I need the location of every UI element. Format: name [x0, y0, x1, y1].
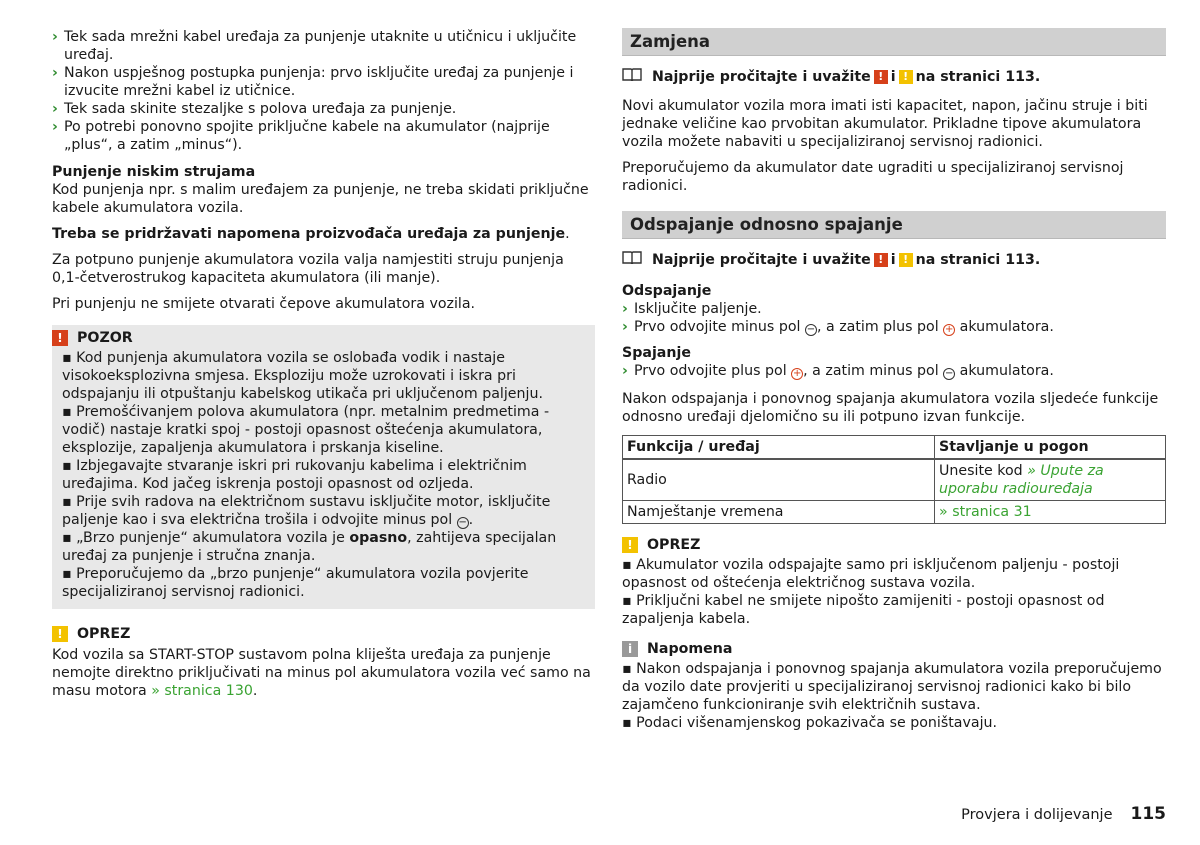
list-item: ▪ Akumulator vozila odspajajte samo pri isključenom paljenju - postoji opasnost od oštećenja električnog sustava vozila.: [622, 557, 1120, 591]
paragraph: Preporučujemo da akumulator date ugraditi u specijaliziranoj servisnoj radionici.: [622, 160, 1124, 194]
page-link[interactable]: » stranica 31: [939, 504, 1032, 520]
list-item: › Tek sada mrežni kabel uređaja za punjenje utaknite u utičnicu i uključite uređaj.: [52, 29, 577, 63]
paragraph: Pri punjenju ne smijete otvarati čepove akumulatora vozila.: [52, 296, 476, 312]
arrow-icon: ›: [52, 101, 58, 117]
paragraph: Kod punjenja npr. s malim uređajem za punjenje, ne treba skidati priključne kabele akumulatora vozila.: [52, 182, 589, 216]
table-cell: Radio: [623, 459, 935, 501]
arrow-icon: ›: [52, 119, 58, 135]
book-icon: [622, 250, 644, 269]
table-row: [623, 501, 1166, 524]
page-number: 115: [1130, 804, 1166, 824]
info-icon: i: [622, 641, 638, 657]
table-cell: [935, 501, 1166, 524]
page-footer: [961, 805, 1166, 824]
page-link[interactable]: » Upute za uporabu radiouređaja: [939, 463, 1104, 497]
danger-icon: !: [874, 70, 888, 84]
footer-section-title: Provjera i dolijevanje: [961, 807, 1113, 823]
plus-pole-icon: +: [792, 368, 802, 379]
arrow-icon: ›: [622, 301, 628, 317]
table-cell: Unesite kod » Upute za uporabu radiouređaja: [935, 459, 1166, 501]
arrow-icon: ›: [52, 65, 58, 81]
paragraph: Kod vozila sa START-STOP sustavom polna kliješta uređaja za punjenje nemojte direktno priključivati na minus pol akumulatora vozila već samo na masu motora » stranica 130.: [52, 647, 591, 699]
section-heading-odspajanje: Odspajanje odnosno spajanje: [622, 211, 1166, 239]
column-header: Stavljanje u pogon: [935, 436, 1166, 460]
list-item: ▪ Podaci višenamjenskog pokazivača se poništavaju.: [622, 715, 998, 731]
arrow-icon: ›: [622, 363, 628, 379]
manufacturer-note: Treba se pridržavati napomena proizvođača uređaja za punjenje: [52, 226, 566, 242]
caution-icon: !: [899, 70, 913, 84]
list-item: ▪ Preporučujemo da „brzo punjenje“ akumulatora vozila povjerite specijaliziranoj servisnoj radionici.: [62, 566, 529, 600]
page-link[interactable]: na stranici 113.: [915, 251, 1041, 268]
list-item: ▪ Izbjegavajte stvaranje iskri pri rukovanju kabelima i električnim uređajima. Kod jačeg iskrenja postoji opasnost od ozljeda.: [62, 458, 527, 492]
list-item: ▪ Kod punjenja akumulatora vozila se oslobađa vodik i nastaje visokoeksplozivna smjesa. Eksploziju može uzrokovati i iskra pri odspajanju ili otpuštanju kabelskog utikača pri uključenom paljenju.: [62, 350, 543, 402]
napomena-heading: i Napomena: [622, 640, 1166, 658]
caution-icon: !: [52, 626, 68, 642]
subheading: Spajanje: [622, 345, 691, 361]
list-item: › Tek sada skinite stezaljke s polova uređaja za punjenje.: [52, 101, 457, 117]
page-link[interactable]: » stranica 130: [151, 683, 253, 699]
pozor-heading: ! POZOR: [52, 325, 595, 349]
low-current-section: [52, 163, 595, 217]
paragraph: Treba se pridržavati napomena proizvođača uređaja za punjenje.: [52, 226, 570, 242]
minus-pole-icon: −: [458, 517, 467, 528]
oprez-heading: ! OPREZ: [52, 625, 595, 643]
list-item: ▪ Priključni kabel ne smijete nipošto zamijeniti - postoji opasnost od zapaljenja kabela.: [622, 593, 1105, 627]
right-column: [622, 28, 1166, 732]
oprez-box: [52, 625, 595, 700]
danger-icon: !: [52, 330, 68, 346]
paragraph: Novi akumulator vozila mora imati isti kapacitet, napon, jačinu struje i biti jednake veličine kao prvobitan akumulator. Prikladne tipove akumulatora vozila možete nabaviti u specijaliziranoj servisnoj radionici.: [622, 98, 1148, 150]
plus-pole-icon: +: [944, 324, 954, 335]
caution-icon: !: [899, 253, 913, 267]
page-link[interactable]: na stranici 113.: [915, 68, 1041, 85]
paragraph: Za potpuno punjenje akumulatora vozila valja namjestiti struju punjenja 0,1-četverostrukog kapaciteta akumulatora (ili manje).: [52, 252, 564, 286]
book-icon: [622, 67, 644, 86]
table-header-row: [623, 436, 1166, 460]
read-first-note: Najprije pročitajte i uvažite ! i ! na stranici 113.: [622, 67, 1166, 86]
subheading: Punjenje niskim strujama: [52, 164, 256, 180]
caution-icon: !: [622, 537, 638, 553]
list-item: ▪ Prije svih radova na električnom sustavu isključite motor, isključite paljenje kao i sva električna trošila i odvojite minus pol − .: [62, 494, 551, 528]
arrow-icon: ›: [622, 319, 628, 335]
minus-pole-icon: −: [806, 324, 816, 335]
left-column: [52, 28, 595, 700]
column-header: Funkcija / uređaj: [623, 436, 935, 460]
paragraph: Nakon odspajanja i ponovnog spajanja akumulatora vozila sljedeće funkcije odnosno uređaji djelomično su ili potpuno izvan funkcije.: [622, 391, 1159, 425]
danger-icon: !: [874, 253, 888, 267]
oprez-box: [622, 536, 1166, 628]
list-item: ▪ Premošćivanjem polova akumulatora (npr. metalnim predmetima - vodič) nastaje kratki spoj - postoji opasnost oštećenja akumulatora, eksplozije, zapaljenja akumulatora i prskanja kiseline.: [62, 404, 550, 456]
minus-pole-icon: −: [944, 368, 954, 379]
list-item: › Nakon uspješnog postupka punjenja: prvo isključite uređaj za punjenje i izvucite mrežni kabel iz utičnice.: [52, 65, 574, 99]
list-item: › Prvo odvojite plus pol + , a zatim minus pol − akumulatora.: [622, 363, 1054, 379]
section-heading-zamjena: Zamjena: [622, 28, 1166, 56]
pozor-box: [52, 325, 595, 609]
napomena-box: [622, 640, 1166, 732]
oprez-heading: ! OPREZ: [622, 536, 1166, 554]
subheading: Odspajanje: [622, 283, 712, 299]
arrow-icon: ›: [52, 29, 58, 45]
list-item: › Isključite paljenje.: [622, 301, 762, 317]
table-cell: Namještanje vremena: [623, 501, 935, 524]
list-item: ▪ „Brzo punjenje“ akumulatora vozila je opasno, zahtijeva specijalan uređaj za punjenje i stručna znanja.: [62, 530, 557, 564]
list-item: › Prvo odvojite minus pol − , a zatim plus pol + akumulatora.: [622, 319, 1054, 335]
list-item: › Po potrebi ponovno spojite priključne kabele na akumulator (najprije „plus“, a zatim „minus“).: [52, 119, 550, 153]
table-row: [623, 459, 1166, 501]
function-table: [622, 435, 1166, 524]
read-first-note: Najprije pročitajte i uvažite ! i ! na stranici 113.: [622, 250, 1166, 269]
list-item: ▪ Nakon odspajanja i ponovnog spajanja akumulatora vozila preporučujemo da vozilo date provjeriti u specijaliziranoj servisnoj radionici kako bi bilo zajamčeno funkcioniranje svih električnih sustava.: [622, 661, 1162, 713]
